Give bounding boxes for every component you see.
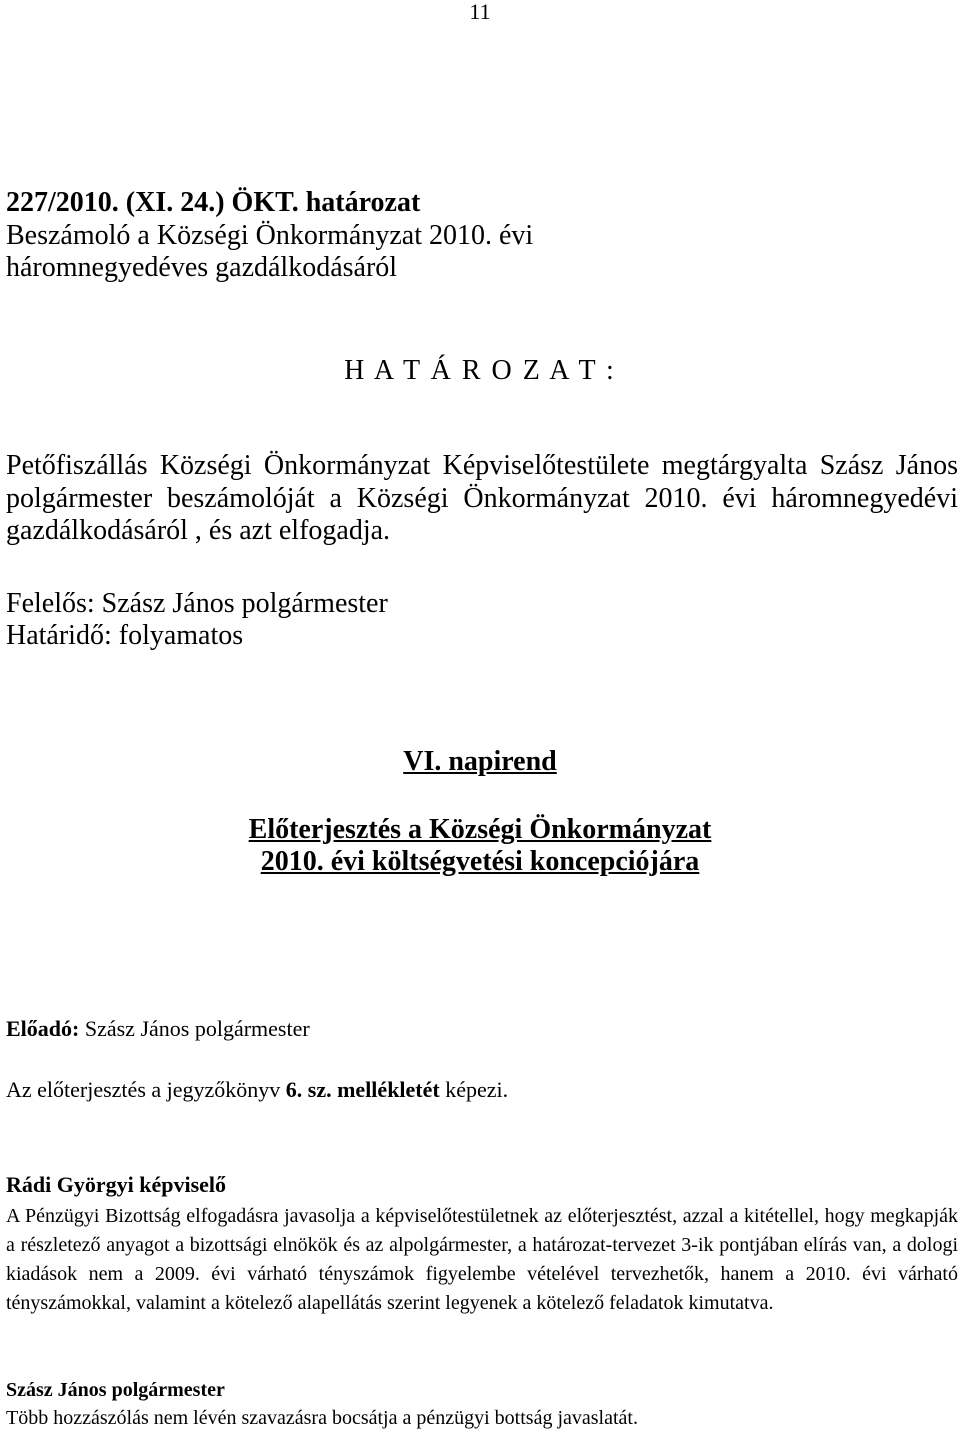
decision-text: Petőfiszállás Községi Önkormányzat Képviselőtestülete megtárgyalta Szász János polgármester beszámolóját a Községi Önkormányzat 2010. évi háromnegyedévi gazdálkodásáról , és azt elfogadja. bbox=[6, 450, 958, 546]
hatarozat-heading: H A T Á R O Z A T : bbox=[344, 355, 616, 386]
resolution-subtitle-line1: Beszámoló a Községi Önkormányzat 2010. évi bbox=[6, 220, 534, 251]
speaker-name: Rádi Györgyi képviselő bbox=[6, 1172, 227, 1197]
agenda-number: VI. napirend bbox=[403, 746, 557, 777]
resolution-subtitle-line2: háromnegyedéves gazdálkodásáról bbox=[6, 252, 398, 283]
page-number: 11 bbox=[469, 0, 491, 24]
attachment-line bbox=[6, 1076, 508, 1104]
speech-text: A Pénzügyi Bizottság elfogadásra javasolja a képviselőtestületnek az előterjesztést, azzal a kitétellel, hogy megkapják a részletező anyagot a bizottsági elnökök és az alpolgármester, a határozat-tervezet 3-ik pontjában elírás van, a dologi kiadások nem a 2009. évi várható tényszámok figyelembe vételével tervezhetők, hanem a 2010. évi várható tényszámokkal, valamint a kötelező alapellátás szerint legyenek a kötelező feladatok kimutatva. bbox=[6, 1205, 958, 1314]
resolution-title: 227/2010. (XI. 24.) ÖKT. határozat bbox=[6, 187, 421, 218]
responsible-line: Felelős: Szász János polgármester bbox=[6, 588, 388, 619]
attachment-number: 6. sz. mellékletét bbox=[285, 1077, 440, 1102]
deadline-line: Határidő: folyamatos bbox=[6, 620, 244, 651]
presenter-name: Szász János polgármester bbox=[79, 1016, 310, 1041]
speech-text-2: Több hozzászólás nem lévén szavazásra bocsátja a pénzügyi bottság javaslatát. bbox=[6, 1407, 638, 1429]
presenter-label: Előadó: bbox=[6, 1016, 80, 1041]
agenda-title-line2: 2010. évi költségvetési koncepciójára bbox=[260, 846, 700, 877]
agenda-title-line1: Előterjesztés a Községi Önkormányzat bbox=[248, 814, 712, 845]
speaker-name-2: Szász János polgármester bbox=[6, 1379, 225, 1401]
attachment-suffix: képezi. bbox=[439, 1077, 509, 1102]
presenter-line bbox=[6, 1015, 310, 1043]
attachment-prefix: Az előterjesztés a jegyzőkönyv bbox=[6, 1077, 286, 1102]
